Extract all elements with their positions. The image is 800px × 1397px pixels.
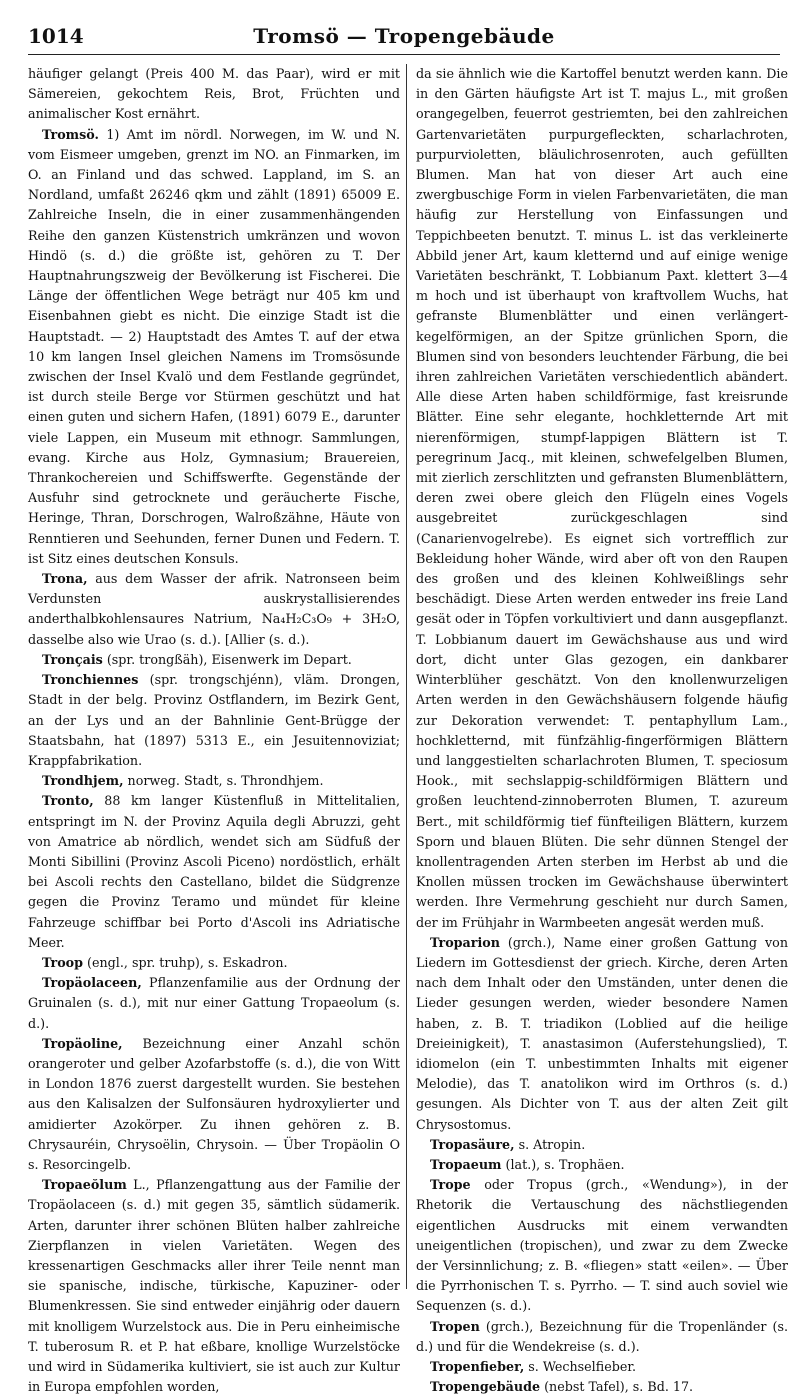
entry-text: Pflanzenfamilie aus der Ordnung der Gruinalen (s. d.), mit nur einer Gattung Tropaeolum (s. d.). xyxy=(28,975,400,1031)
entry-text: aus dem Wasser der afrik. Natronseen beim Verdunsten auskrystallisierendes anderthalbkohlensaures Natrium, Na₄H₂C₃O₉ + 3H₂O, dasselbe also wie Urao (s. d.). [Allier (s. d.). xyxy=(28,571,400,647)
dictionary-entry xyxy=(28,125,400,569)
entry-text: (spr. trongschjénn), vläm. Drongen, Stadt in der belg. Provinz Ostflandern, im Bezirk Gent, an der Lys und an der Bahnlinie Gent-Brügge der Staatsbahn, hat (1897) 5313 E., ein Jesuitennoviziat; Krappfabrikation. xyxy=(28,672,400,768)
entry-text: L., Pflanzengattung aus der Familie der Tropäolaceen (s. d.) mit gegen 35, sämtlich südamerik. Arten, darunter ihrer schönen Blüten halber zahlreiche Zierpflanzen in vielen Varietäten. Wegen des kressenartigen Geschmacks aller ihrer Teile nennt man sie spanische, indische, türkische, Kapuziner- oder Blumenkressen. Sie sind entweder einjährig oder dauern mit knolligem Wurzelstock aus. Die in Peru einheimische T. tuberosum R. et P. hat eßbare, knollige Wurzelstöcke und wird in Südamerika kultiviert, sie ist auch zur Kultur in Europa empfohlen worden, xyxy=(28,1177,400,1395)
dictionary-entry xyxy=(28,569,400,650)
header-rule xyxy=(28,54,780,55)
entry-headword: Tronto, xyxy=(42,793,94,809)
dictionary-entry xyxy=(416,933,788,1135)
dictionary-entry xyxy=(416,1357,788,1377)
dictionary-entry xyxy=(28,973,400,1034)
entry-text: häufiger gelangt (Preis 400 M. das Paar), wird er mit Sämereien, gekochtem Reis, Brot, Früchten und animalischer Kost ernährt. xyxy=(28,66,400,122)
entry-text: (grch.), Name einer großen Gattung von Liedern im Gottesdienst der griech. Kirche, deren Arten nach dem Inhalt oder den Umständen, unter denen die Lieder gesungen werden, wieder besondere Namen haben, z. B. T. triadikon (Loblied auf die heilige Dreieinigkeit), T. anastasimon (Auferstehungslied), T. idiomelon (ein T. unbestimmten Inhalts mit eigener Melodie), das T. anatolikon wird im Orthros (s. d.) gesungen. Als Dichter von T. aus der alten Zeit gilt Chrysostomus. xyxy=(416,934,788,1132)
dictionary-entry xyxy=(28,791,400,953)
dictionary-entry xyxy=(416,1155,788,1175)
entry-text: 88 km langer Küstenfluß in Mittelitalien, entspringt im N. der Provinz Aquila degli Abruzzi, geht von Amatrice ab nördlich, wendet sich am Südfuß der Monti Sibillini (Provinz Ascoli Piceno) nordöstlich, erhält bei Ascoli rechts den Castellano, bildet die Südgrenze gegen die Provinz Teramo und mündet für kleine Fahrzeuge schiffbar bei Porto d'Ascoli ins Adriatische Meer. xyxy=(28,793,400,950)
dictionary-entry xyxy=(28,771,400,791)
entry-headword: Tropen xyxy=(430,1318,480,1334)
entry-headword: Troparion xyxy=(430,934,500,950)
page-number: 1014 xyxy=(28,24,84,48)
entry-text: (engl., spr. truhp), s. Eskadron. xyxy=(83,954,288,970)
entry-headword: Tropäolaceen, xyxy=(42,975,142,991)
dictionary-entry xyxy=(28,953,400,973)
dictionary-entry xyxy=(416,1175,788,1316)
entry-text: Bezeichnung einer Anzahl schön orangeroter und gelber Azofarbstoffe (s. d.), die von Witt in London 1876 zuerst dargestellt wurden. Sie bestehen aus den Kalisalzen der Sulfonsäuren hydroxylierter und amidierter Azokörper. Zu ihnen gehören z. B. Chrysauréin, Chrysoëlin, Chrysoin. — Über Tropäolin O s. Resorcingelb. xyxy=(28,1035,400,1172)
entry-text: oder Tropus (grch., «Wendung»), in der Rhetorik die Vertauschung des nächstliegenden eigentlichen Ausdrucks mit einem verwandten uneigentlichen (tropischen), und zwar zu dem Zwecke der Versinnlichung; z. B. «fliegen» statt «eilen». — Über die Pyrrhonischen T. s. Pyrrho. — T. sind auch soviel wie Sequenzen (s. d.). xyxy=(416,1177,788,1314)
entry-headword: Troop xyxy=(42,954,83,970)
entry-text: da sie ähnlich wie die Kartoffel benutzt werden kann. Die in den Gärten häufigste Art ist T. majus L., mit großen orangegelben, feuerrot gestriemten, bei den zahlreichen Gartenvarietäten purpurgefleckten, scharlachroten, purpurvioletten, bläulichrosenroten, auch gefüllten Blumen. Man hat von dieser Art auch eine zwergbuschige Form in vielen Farbenvarietäten, die man häufig zur Herstellung von Einfassungen und Teppichbeeten benutzt. T. minus L. ist das verkleinerte Abbild jener Art, kaum kletternd und auf einige wenige Varietäten beschränkt, T. Lobbianum Paxt. klettert 3—4 m hoch und ist überhaupt von kraftvollem Wuchs, hat gefranste Blumenblätter und einen verlängert-kegelförmigen, an der Spitze grünlichen Sporn, die Blumen sind von besonders leuchtender Färbung, die bei ihren zahlreichen Varietäten verschiedentlich abändert. Alle diese Arten haben schildförmige, fast kreisrunde Blätter. Eine sehr elegante, hochkletternde Art mit nierenförmigen, stumpf-lappigen Blättern ist T. peregrinum Jacq., mit kleinen, schwefelgelben Blumen, mit zierlich zerschlitzten und gefransten Blumenblättern, deren zwei obere gleich den Flügeln eines Vogels ausgebreitet zurückgeschlagen sind (Canarienvogelrebe). Es eignet sich vortrefflich zur Bekleidung hoher Wände, wird aber oft von den Raupen des großen und des kleinen Kohlweißlings sehr beschädigt. Diese Arten werden entweder ins freie Land gesät oder in Töpfen vorkultiviert und dann ausgepflanzt. T. Lobbianum dauert im Gewächshause aus und wird dort, dicht unter Glas gezogen, ein dankbarer Winterblüher geschätzt. Von den knollenwurzeligen Arten werden in den Gewächshäusern folgende häufig zur Dekoration verwendet: T. pentaphyllum Lam., hochkletternd, mit fünfzählig-fingerförmigen Blättern und langgestielten scharlachroten Blumen, T. speciosum Hook., mit sechslappig-schildförmigen Blättern und großen leuchtend-zinnoberroten Blumen, T. azureum Bert., mit schildförmig tief fünfteiligen Blättern, kurzem Sporn und blauen Blüten. Die sehr dünnen Stengel der knollentragenden Arten sterben im Herbst ab und die Knollen müssen trocken im Gewächshause überwintert werden. Ihre Vermehrung geschieht nur durch Samen, der im Frühjahr in Warmbeeten angesät werden muß. xyxy=(416,66,788,930)
page-header xyxy=(28,22,780,52)
entry-headword: Trondhjem, xyxy=(42,773,124,789)
entry-headword: Tropäoline, xyxy=(42,1035,123,1051)
right-column xyxy=(416,64,788,1397)
entry-headword: Tronçais xyxy=(42,651,103,667)
entry-headword: Tropaeŏlum xyxy=(42,1177,127,1193)
dictionary-entry xyxy=(28,670,400,771)
entry-headword: Tronchiennes xyxy=(42,672,139,688)
entry-text: 1) Amt im nördl. Norwegen, im W. und N. vom Eismeer umgeben, grenzt im NO. an Finmarken, im O. an Finland und das schwed. Lappland, im S. an Nordland, umfaßt 26246 qkm und zählt (1891) 65009 E. Zahlreiche Inseln, die in einer zusammenhängenden Reihe den ganzen Küstenstrich umkränzen und wovon Hindö (s. d.) die größte ist, gehören zu T. Der Hauptnahrungszweig der Bevölkerung ist Fischerei. Die Länge der öffentlichen Wege beträgt nur 405 km und Eisenbahnen giebt es nicht. Die einzige Stadt ist die Hauptstadt. — 2) Hauptstadt des Amtes T. auf der etwa 10 km langen Insel gleichen Namens im Tromsösunde zwischen der Insel Kvalö und dem Festlande gegründet, ist durch steile Berge vor Stürmen geschützt und hat einen guten und sichern Hafen, (1891) 6079 E., darunter viele Lappen, ein Museum mit ethnogr. Sammlungen, evang. Kirche aus Holz, Gymnasium; Brauereien, Thrankochereien und Schiffswerfte. Gegenstände der Ausfuhr sind getrocknete und geräucherte Fische, Heringe, Thran, Dorschrogen, Walroßzähne, Häute von Renntieren und Seehunden, ferner Dunen und Federn. T. ist Sitz eines deutschen Konsuls. xyxy=(28,126,400,566)
entry-headword: Tropaeum xyxy=(430,1156,502,1172)
dictionary-entry xyxy=(416,1317,788,1357)
dictionary-entry xyxy=(416,1377,788,1397)
dictionary-entry xyxy=(28,1175,400,1397)
dictionary-entry xyxy=(416,64,788,933)
entry-headword: Tropasäure, xyxy=(430,1136,515,1152)
entry-headword: Trona, xyxy=(42,571,88,587)
entry-text: (grch.), Bezeichnung für die Tropenländer (s. d.) und für die Wendekreise (s. d.). xyxy=(416,1318,788,1354)
dictionary-entry xyxy=(28,1034,400,1175)
entry-text: s. Wechselfieber. xyxy=(524,1359,637,1374)
entry-headword: Tropengebäude xyxy=(430,1379,541,1395)
entry-headword: Trope xyxy=(430,1177,471,1193)
dictionary-entry xyxy=(28,64,400,125)
dictionary-entry xyxy=(28,650,400,670)
entry-text: s. Atropin. xyxy=(514,1136,586,1152)
entry-headword: Tromsö. xyxy=(42,126,99,142)
column-divider xyxy=(406,64,407,1289)
dictionary-entry xyxy=(416,1135,788,1155)
entry-text: (spr. trongßäh), Eisenwerk im Depart. xyxy=(102,651,352,667)
entry-text: (lat.), s. Trophäen. xyxy=(501,1156,625,1172)
entry-headword: Tropenfieber, xyxy=(430,1359,525,1374)
entry-text: norweg. Stadt, s. Throndhjem. xyxy=(123,773,324,789)
entry-text: (nebst Tafel), s. Bd. 17. xyxy=(540,1379,694,1395)
running-title: Tromsö — Tropengebäude xyxy=(253,24,555,48)
left-column xyxy=(28,64,400,1397)
